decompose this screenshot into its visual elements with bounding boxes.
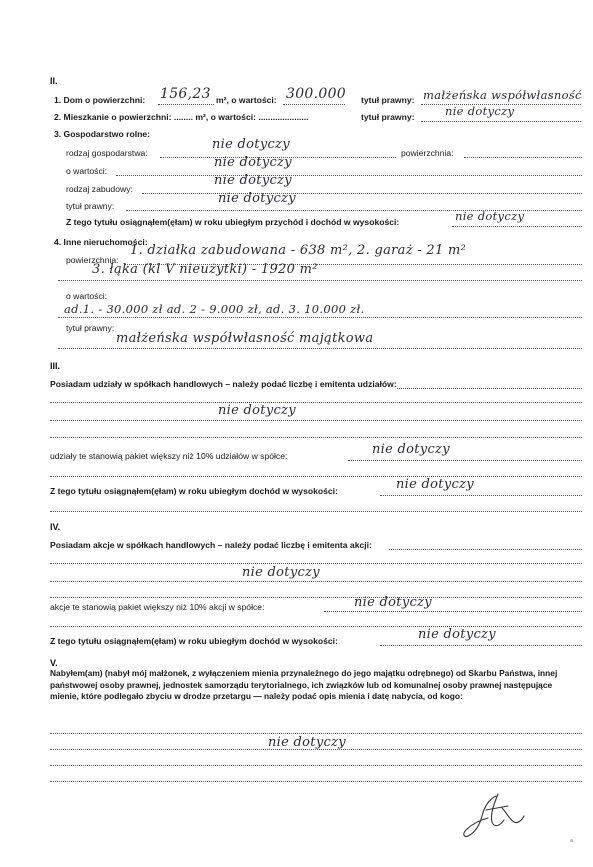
stocks-income-line bbox=[380, 645, 582, 646]
stocks-label: Posiadam akcje w spółkach handlowych – należy podać liczbę i emitenta akcji: bbox=[50, 540, 372, 550]
farm-type-label: rodzaj gospodarstwa: bbox=[66, 148, 148, 158]
section-3-numeral: III. bbox=[50, 361, 61, 371]
shares-packet-line bbox=[348, 460, 582, 461]
shares-line-0 bbox=[397, 388, 582, 389]
farm-income-value: nie dotyczy bbox=[455, 209, 525, 223]
house-area-value: 156,23 bbox=[160, 86, 211, 102]
stocks-line-3 bbox=[50, 597, 582, 598]
house-area-line bbox=[158, 104, 214, 105]
shares-line-2 bbox=[50, 420, 582, 421]
shares-packet-line-2 bbox=[50, 476, 582, 477]
farm-title-label: tytuł prawny: bbox=[66, 201, 115, 211]
stocks-income-label: Z tego tytułu osiągnąłem(ęłam) w roku ubiegłym dochód w wysokości: bbox=[50, 636, 338, 646]
farm-area-label: powierzchnia: bbox=[401, 148, 454, 158]
stocks-packet-label: akcje te stanowią pakiet większy niż 10% akcji w spółce: bbox=[50, 602, 265, 612]
farm-value-value: nie dotyczy bbox=[214, 155, 292, 170]
section-5-numeral: V. bbox=[50, 658, 58, 668]
stocks-value: nie dotyczy bbox=[242, 565, 320, 580]
stocks-line-1 bbox=[50, 563, 582, 564]
shares-income-line-2 bbox=[50, 511, 582, 512]
shares-value: nie dotyczy bbox=[218, 403, 296, 418]
signature-mark bbox=[458, 790, 528, 840]
stocks-income-value: nie dotyczy bbox=[418, 627, 496, 642]
other-area-value-1: 1. działka zabudowana - 638 m², 2. garaż - 21 m² bbox=[130, 243, 467, 258]
other-title-line bbox=[58, 348, 582, 349]
flat-title-value: nie dotyczy bbox=[445, 104, 515, 118]
farm-label: 3. Gospodarstwo rolne: bbox=[54, 129, 150, 139]
section-2-numeral: II. bbox=[50, 76, 58, 86]
other-value-label: o wartości: bbox=[66, 291, 108, 301]
house-area-label: 1. Dom o powierzchni: bbox=[54, 95, 146, 105]
shares-line-3 bbox=[50, 437, 582, 438]
flat-label: 2. Mieszkanie o powierzchni: ........ m², o wartości: ..................... bbox=[54, 112, 309, 122]
stocks-line-0 bbox=[389, 549, 582, 550]
section-4-numeral: IV. bbox=[50, 522, 61, 532]
farm-title-value: nie dotyczy bbox=[218, 191, 296, 206]
acquisition-paragraph: Nabyłem(am) (nabył mój małżonek, z wyłączeniem mienia przynależnego do jego majątku odrębnego) od Skarbu Państwa, innej państwowej osoby prawnej, jednostek samorządu terytorialnego, ich związków lub od komunalnej osoby prawnej następujące mienie, które podlegało zbyciu w drodze przetargu — należy podać opis mienia i datę nabycia, od kogo: bbox=[50, 668, 558, 702]
shares-income-value: nie dotyczy bbox=[396, 477, 474, 492]
stocks-line-2 bbox=[50, 581, 582, 582]
other-area-value-2: 3. łąka (kl V nieużytki) - 1920 m² bbox=[92, 262, 318, 277]
farm-value-label: o wartości: bbox=[66, 166, 108, 176]
other-value-line bbox=[58, 317, 582, 318]
shares-label: Posiadam udziały w spółkach handlowych – należy podać liczbę i emitenta udziałów: bbox=[50, 379, 397, 389]
farm-build-line bbox=[142, 193, 582, 194]
stocks-packet-value: nie dotyczy bbox=[354, 595, 432, 610]
flat-title-label: tytuł prawny: bbox=[361, 112, 415, 122]
house-value-value: 300.000 bbox=[286, 86, 346, 102]
farm-area-line bbox=[464, 157, 582, 158]
house-title-label: tytuł prawny: bbox=[361, 95, 415, 105]
other-title-label: tytuł prawny: bbox=[66, 323, 115, 333]
farm-value-line bbox=[116, 175, 582, 176]
farm-income-line bbox=[452, 226, 582, 227]
acquisition-line-1 bbox=[50, 733, 582, 734]
stocks-packet-line bbox=[324, 611, 582, 612]
other-value-value: ad.1. - 30.000 zł ad. 2 - 9.000 zł, ad. 3. 10.000 zł. bbox=[64, 302, 365, 316]
other-title-value: małżeńska współwłasność majątkowa bbox=[116, 331, 374, 346]
flat-title-line bbox=[421, 121, 581, 122]
stocks-packet-line-2 bbox=[50, 626, 582, 627]
shares-line-1 bbox=[50, 402, 582, 403]
house-value-line bbox=[283, 104, 345, 105]
shares-packet-label: udziały te stanowią pakiet większy niż 10% udziałów w spółce: bbox=[50, 451, 288, 461]
shares-income-label: Z tego tytułu osiągnąłem(ęłam) w roku ubiegłym dochód w wysokości: bbox=[50, 486, 338, 496]
corner-mark: a bbox=[570, 838, 573, 844]
acquisition-line-4 bbox=[50, 781, 582, 782]
other-area-label: powierzchnia: bbox=[66, 255, 119, 265]
shares-income-line bbox=[380, 495, 582, 496]
other-area-line-2 bbox=[58, 280, 582, 281]
house-value-label: m², o wartości: bbox=[216, 95, 277, 105]
acquisition-line-3 bbox=[50, 765, 582, 766]
farm-build-value: nie dotyczy bbox=[214, 173, 292, 188]
shares-packet-value: nie dotyczy bbox=[372, 442, 450, 457]
acquisition-value: nie dotyczy bbox=[268, 735, 346, 750]
farm-build-label: rodzaj zabudowy: bbox=[66, 184, 133, 194]
farm-type-value: nie dotyczy bbox=[212, 137, 290, 152]
house-title-value: małżeńska współwłasność bbox=[423, 88, 582, 102]
farm-income-label: Z tego tytułu osiągnąłem(ęłam) w roku ubiegłym przychód i dochód w wysokości: bbox=[66, 217, 400, 227]
other-property-label: 4. Inne nieruchomości: bbox=[54, 237, 148, 247]
